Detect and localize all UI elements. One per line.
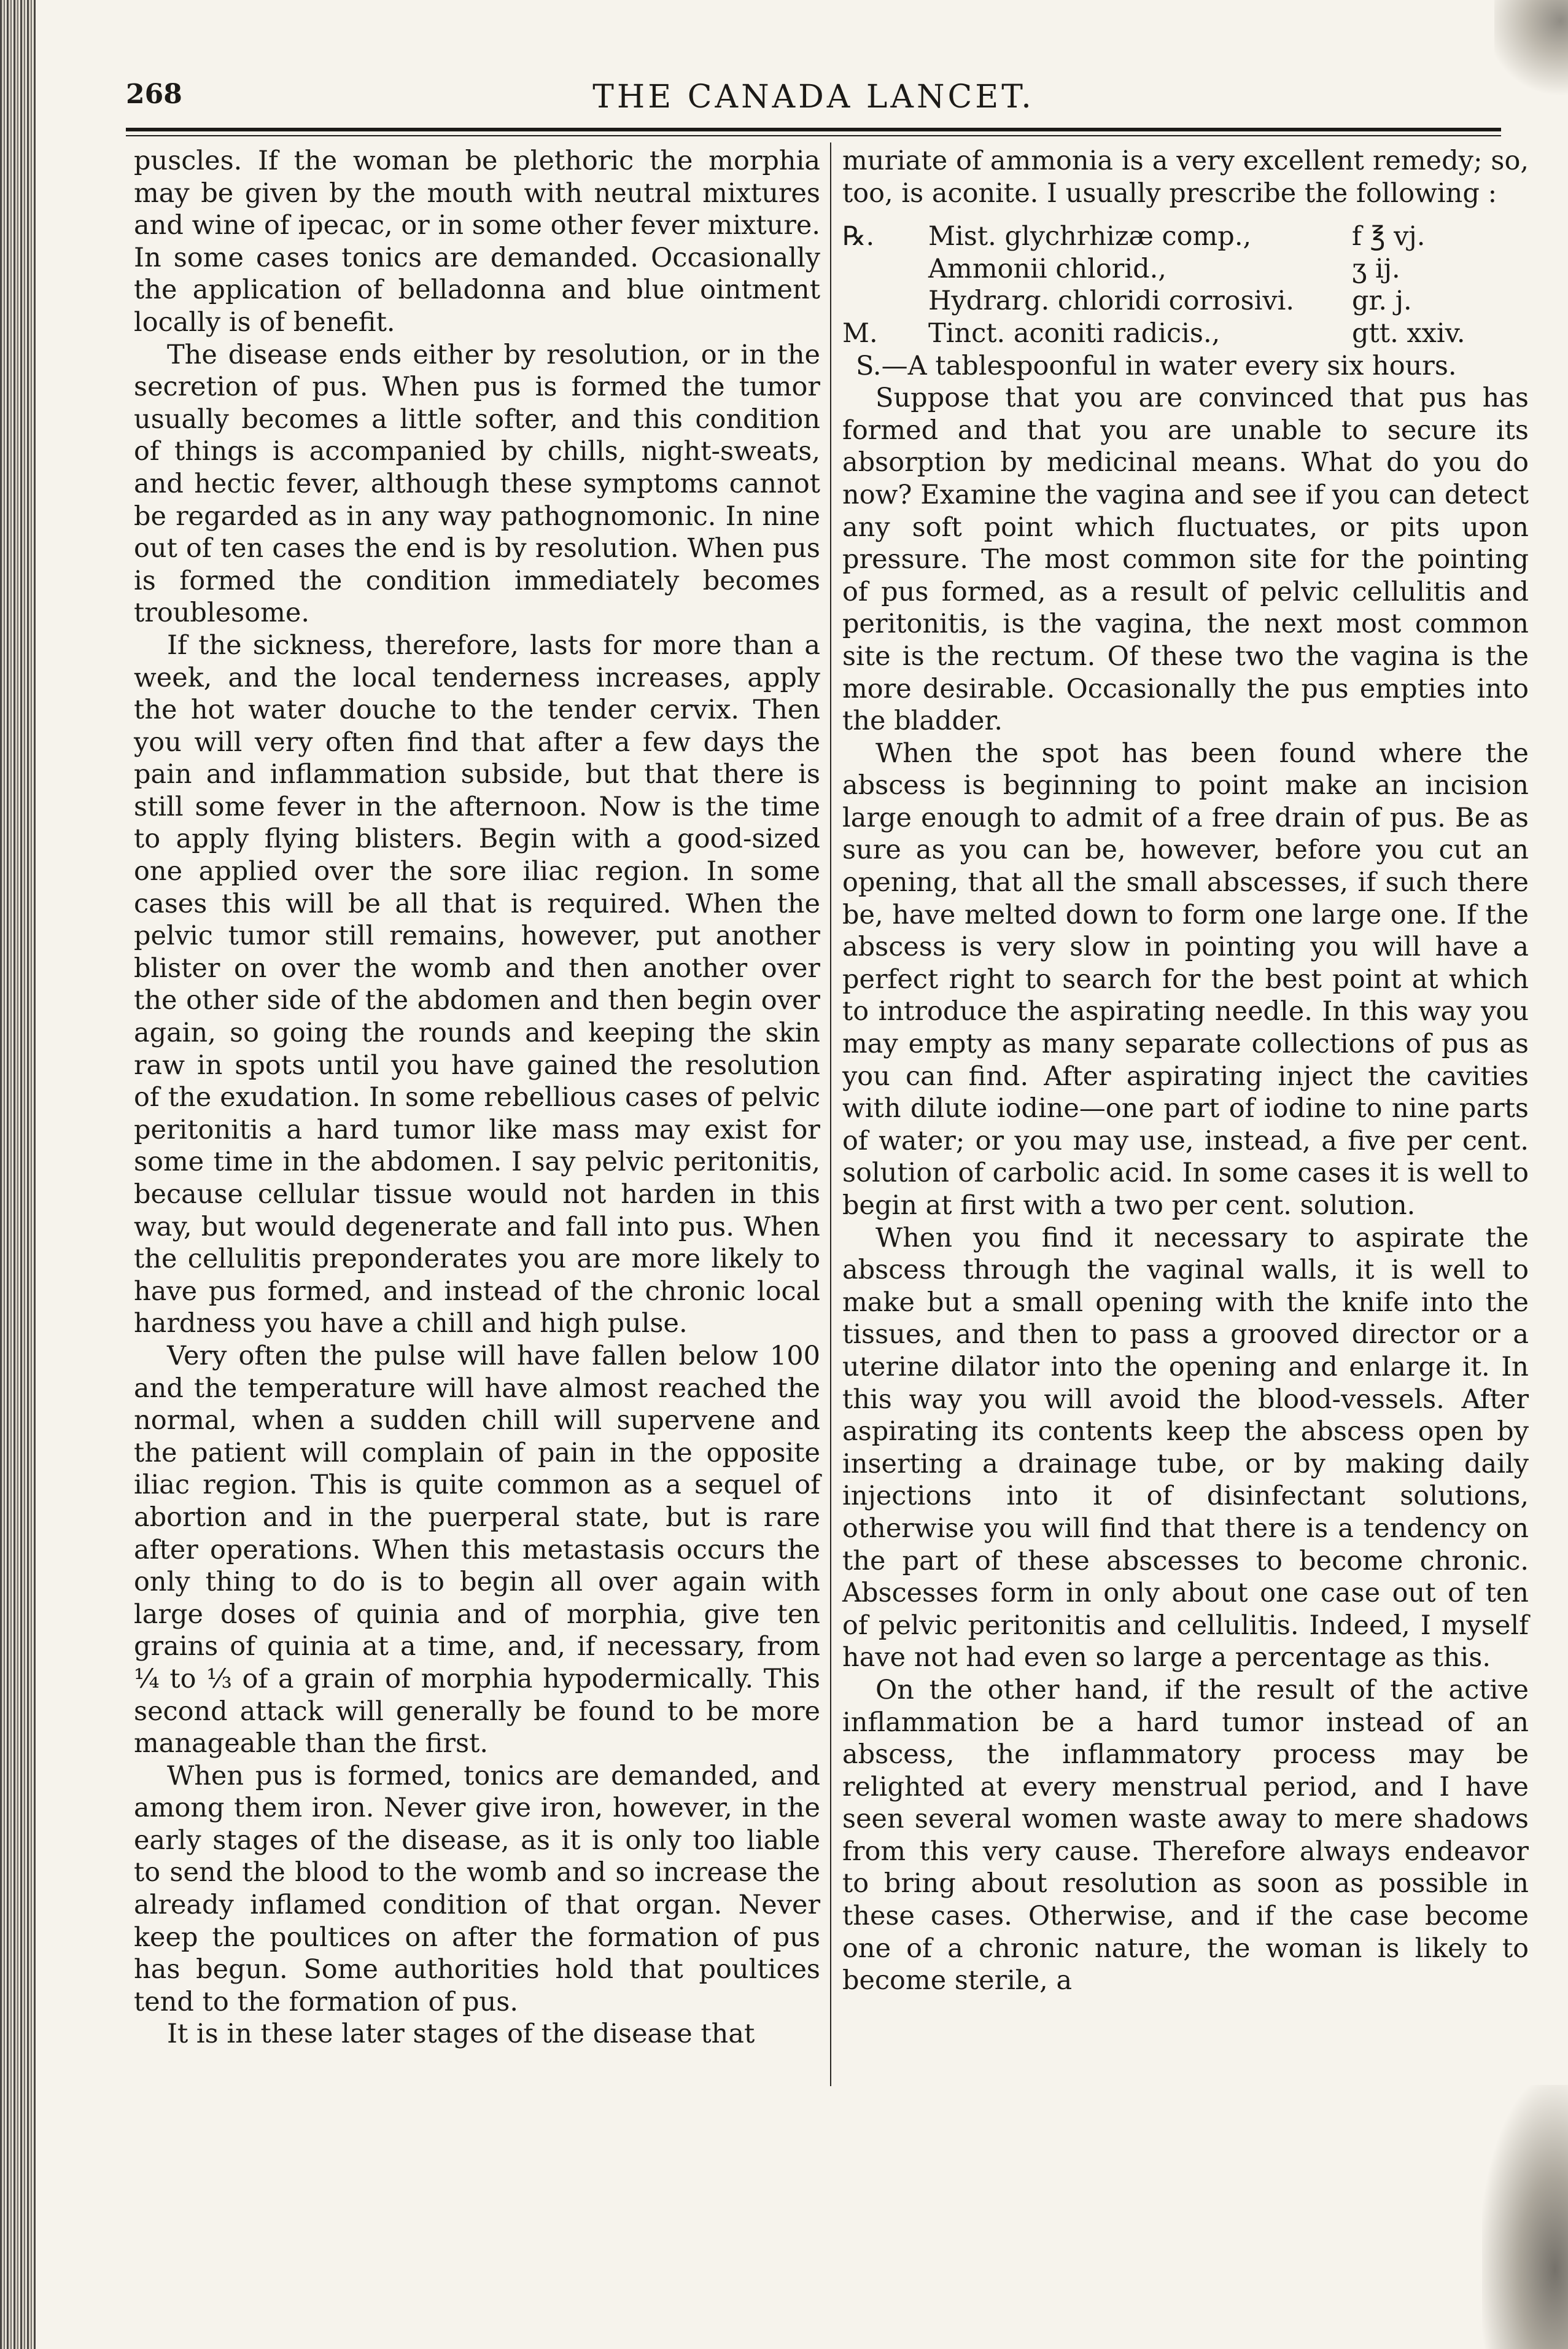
- prescription: [842, 220, 1529, 382]
- left-paragraph-1: puscles. If the woman be plethoric the morphia may be given by the mouth with neutral mixtures and wine of ipecac, or in some other fever mixture. In some cases tonics are demanded. Occasionally the application of belladonna and blue ointment locally is of benefit.: [134, 146, 820, 338]
- running-title: THE CANADA LANCET.: [592, 79, 1034, 115]
- page-stain-bottom: [1482, 2085, 1568, 2349]
- left-column: [134, 145, 820, 2051]
- column-divider: [830, 142, 831, 2086]
- prescription-quantity: gtt. xxiv.: [1352, 317, 1465, 349]
- left-paragraph-5: When pus is formed, tonics are demanded, and among them iron. Never give iron, however, in the early stages of the disease, as it is only too liable to send the blood to the womb and so increase the already inflamed condition of that organ. Never keep the poultices on after the formation of pus has begun. Some authorities hold that poultices tend to the formation of pus.: [134, 1760, 820, 2017]
- book-binding-edge: [0, 0, 36, 2349]
- page-stain-top: [1494, 0, 1568, 104]
- prescription-quantity: ʒ ij.: [1352, 253, 1400, 284]
- left-paragraph-6: It is in these later stages of the disease that: [167, 2019, 755, 2050]
- prescription-signa: S.—A tablespoonful in water every six hours.: [856, 350, 1457, 381]
- prescription-drug: Ammonii chlorid.,: [928, 253, 1166, 284]
- right-paragraph-3: When you find it necessary to aspirate the abscess through the vaginal walls, it is well to make but a small opening with the knife into the tissues, and then to pass a grooved director or a uterine dilator into the opening and enlarge it. In this way you will avoid the blood-vessels. After aspirating its contents keep the abscess open by inserting a drainage tube, or by making daily injections into it of disinfectant solutions, otherwise you will find that there is a tendency on the part of these abscesses to become chronic. Abscesses form in only about one case out of ten of pelvic peritonitis and cellulitis. Indeed, I myself have not had even so large a percentage as this.: [842, 1222, 1529, 1673]
- prescription-drug: Tinct. aconiti radicis.,: [928, 317, 1221, 349]
- prescription-line-4: [842, 317, 1529, 350]
- right-paragraph-intro: muriate of ammonia is a very excellent remedy; so, too, is aconite. I usually prescribe the following :: [842, 146, 1529, 209]
- page-header: [126, 79, 1501, 128]
- prescription-line-3: [842, 285, 1529, 317]
- left-paragraph-4: Very often the pulse will have fallen below 100 and the temperature will have almost reached the normal, when a sudden chill will supervene and the patient will complain of pain in the opposite iliac region. This is quite common as a sequel of abortion and in the puerperal state, but is rare after operations. When this metastasis occurs the only thing to do is to begin all over again with large doses of quinia and of morphia, give ten grains of quinia at a time, and, if necessary, from ¼ to ⅓ of a grain of morphia hypodermically. This second attack will generally be found to be more manageable than the first.: [134, 1340, 820, 1759]
- prescription-drug: Hydrarg. chloridi corrosivi.: [928, 286, 1295, 317]
- left-paragraph-2: The disease ends either by resolution, or in the secretion of pus. When pus is formed the tumor usually becomes a little softer, and this condition of things is accompanied by chills, night-sweats, and hectic fever, although these symptoms cannot be regarded as in any way pathognomonic. In nine out of ten cases the end is by resolution. When pus is formed the condition immediately becomes troublesome.: [134, 339, 820, 629]
- right-column: [842, 145, 1529, 1997]
- recipe-symbol: ℞.: [842, 221, 875, 252]
- header-rule-thin: [126, 135, 1501, 136]
- prescription-line-1: [842, 220, 1529, 253]
- prescription-quantity: f ℥ vj.: [1352, 221, 1426, 252]
- prescription-mix: M.: [842, 317, 878, 349]
- right-paragraph-4: On the other hand, if the result of the active inflammation be a hard tumor instead of an abscess, the inflammatory process may be relighted at every menstrual period, and I have seen several women waste away to mere shadows from this very cause. Therefore always endeavor to bring about resolution as soon as possible in these cases. Otherwise, and if the case become one of a chronic nature, the woman is likely to become sterile, a: [842, 1674, 1529, 1996]
- page-number: 268: [126, 79, 182, 110]
- left-paragraph-3: If the sickness, therefore, lasts for more than a week, and the local tenderness increases, apply the hot water douche to the tender cervix. Then you will very often find that after a few days the pain and inflammation subside, but that there is still some fever in the afternoon. Now is the time to apply flying blisters. Begin with a good-sized one applied over the sore iliac region. In some cases this will be all that is required. When the pelvic tumor still remains, however, put another blister on over the womb and then another over the other side of the abdomen and then begin over again, so going the rounds and keeping the skin raw in spots until you have gained the resolution of the exudation. In some rebellious cases of pelvic peritonitis a hard tumor like mass may exist for some time in the abdomen. I say pelvic peritonitis, because cellular tissue would not harden in this way, but would degenerate and fall into pus. When the cellulitis preponderates you are more likely to have pus formed, and instead of the chronic local hardness you have a chill and high pulse.: [134, 629, 820, 1339]
- prescription-drug: Mist. glychrhizæ comp.,: [928, 221, 1252, 252]
- header-rule-thick: [126, 128, 1501, 131]
- prescription-line-2: [842, 253, 1529, 286]
- right-paragraph-2: When the spot has been found where the abscess is beginning to point make an incision large enough to admit of a free drain of pus. Be as sure as you can be, however, before you cut an opening, that all the small abscesses, if such there be, have melted down to form one large one. If the abscess is very slow in pointing you will have a perfect right to search for the best point at which to introduce the aspirating needle. In this way you may empty as many separate collections of pus as you can find. After aspirating inject the cavities with dilute iodine—one part of iodine to nine parts of water; or you may use, instead, a five per cent. solution of carbolic acid. In some cases it is well to begin at first with a two per cent. solution.: [842, 738, 1529, 1221]
- right-paragraph-1: Suppose that you are convinced that pus has formed and that you are unable to secure its absorption by medicinal means. What do you do now? Examine the vagina and see if you can detect any soft point which fluctuates, or pits upon pressure. The most common site for the pointing of pus formed, as a result of pelvic cellulitis and peritonitis, is the vagina, the next most common site is the rectum. Of these two the vagina is the more desirable. Occasionally the pus empties into the bladder.: [842, 383, 1529, 737]
- prescription-quantity: gr. j.: [1352, 286, 1412, 317]
